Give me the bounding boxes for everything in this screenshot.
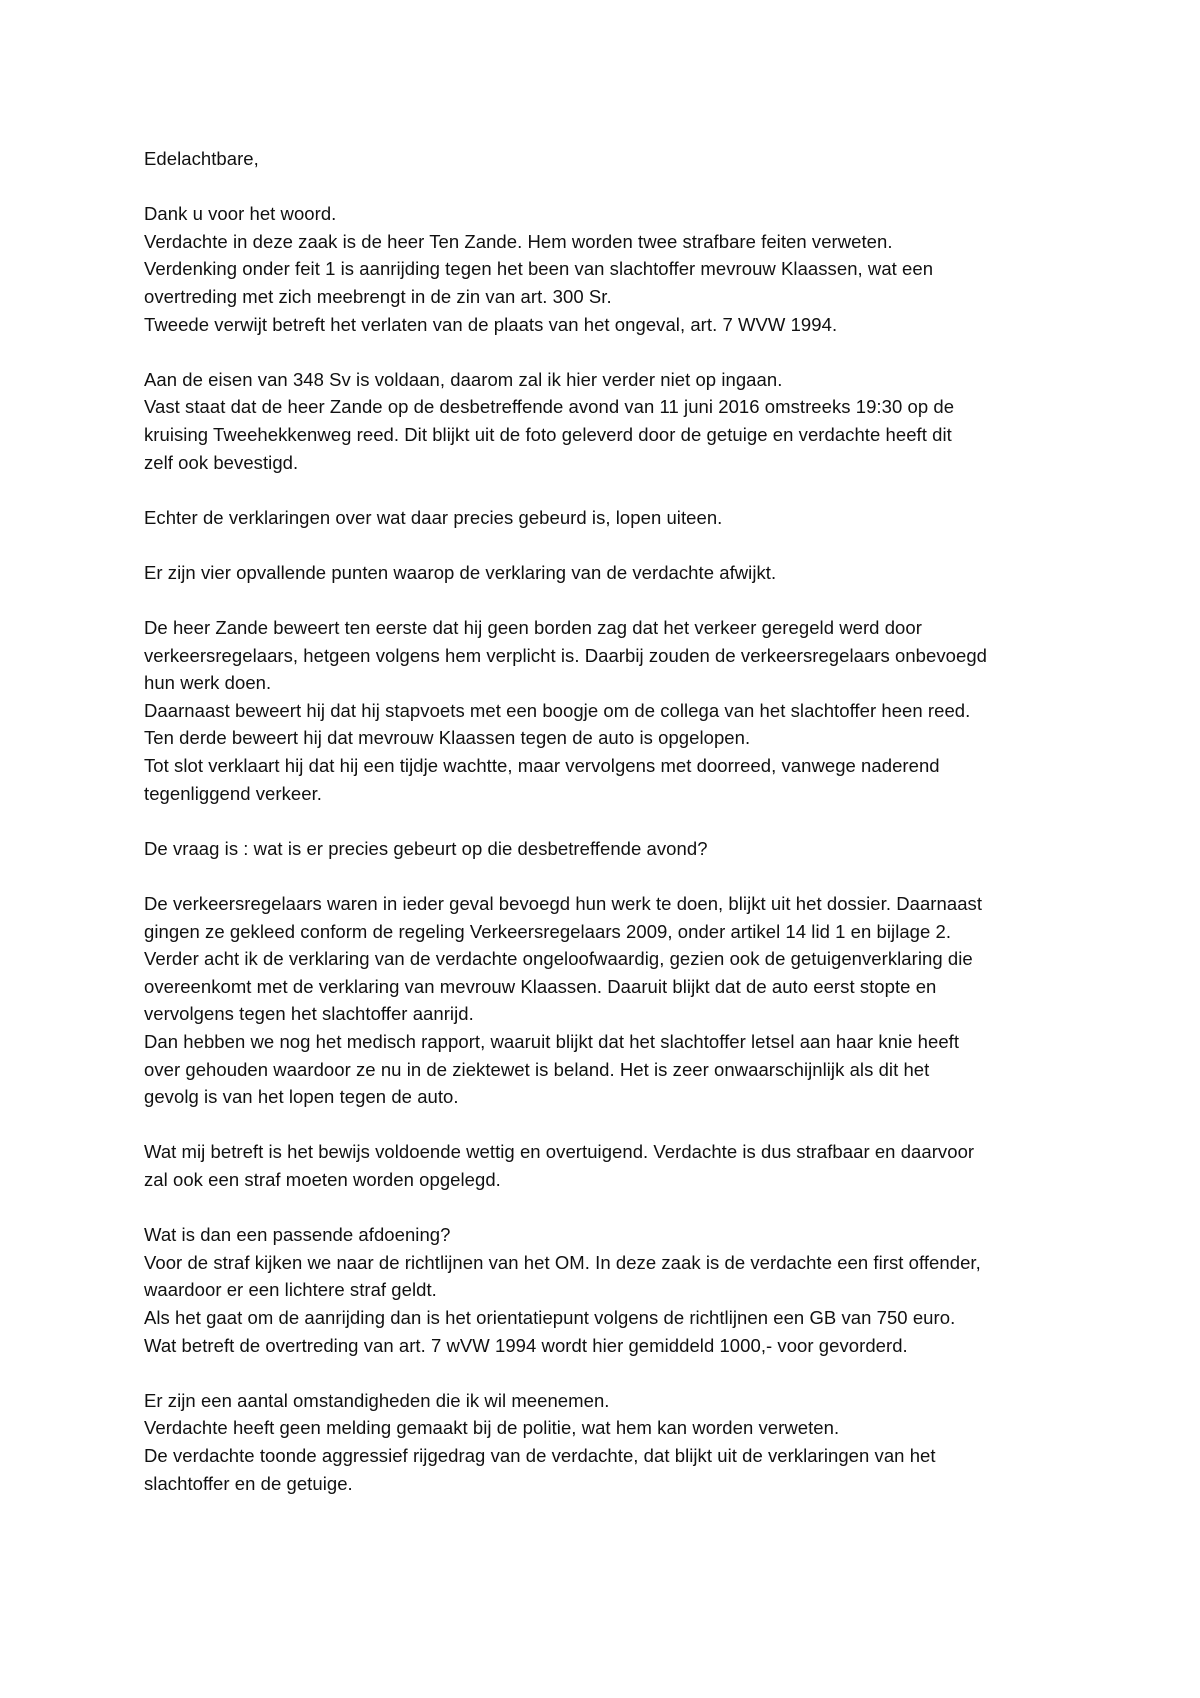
paragraph-1 [144,200,1064,338]
paragraph-5 [144,614,1064,807]
text-line: Ten derde beweert hij dat mevrouw Klaassen tegen de auto is opgelopen. [144,727,751,749]
paragraph-gap [144,338,1064,366]
paragraph-4 [144,559,1064,587]
paragraph-gap [144,1359,1064,1387]
text-line: kruising Tweehekkenweg reed. Dit blijkt uit de foto geleverd door de getuige en verdachte heeft dit [144,423,952,445]
text-line: Verder acht ik de verklaring van de verdachte ongeloofwaardig, gezien ook de getuigenverklaring die [144,948,973,970]
paragraph-gap [144,1194,1064,1222]
paragraph-gap [144,1111,1064,1139]
paragraph-10 [144,1387,1064,1497]
text-line: De verdachte toonde aggressief rijgedrag van de verdachte, dat blijkt uit de verklaringen van het [144,1444,936,1466]
text-line: Wat betreft de overtreding van art. 7 wVW 1994 wordt hier gemiddeld 1000,- voor gevorderd. [144,1334,908,1356]
text-line: Wat is dan een passende afdoening? [144,1224,451,1246]
paragraph-gap [144,807,1064,835]
text-line: Echter de verklaringen over wat daar precies gebeurd is, lopen uiteen. [144,506,723,528]
text-line: Vast staat dat de heer Zande op de desbetreffende avond van 11 juni 2016 omstreeks 19:30 op de [144,396,955,418]
text-line: Daarnaast beweert hij dat hij stapvoets met een boogje om de collega van het slachtoffer heen reed. [144,699,971,721]
text-line: zal ook een straf moeten worden opgelegd. [144,1168,501,1190]
salutation: Edelachtbare, [144,148,259,169]
paragraph-7 [144,890,1064,1111]
text-line: Verdenking onder feit 1 is aanrijding tegen het been van slachtoffer mevrouw Klaassen, wat een [144,258,934,280]
paragraph-gap [144,587,1064,615]
text-line: Tweede verwijt betreft het verlaten van de plaats van het ongeval, art. 7 WVW 1994. [144,313,838,335]
text-line: Voor de straf kijken we naar de richtlijnen van het OM. In deze zaak is de verdachte een first offender, [144,1251,981,1273]
paragraph-2 [144,366,1064,476]
text-line: overtreding met zich meebrengt in de zin van art. 300 Sr. [144,285,612,307]
paragraph-gap [144,862,1064,890]
paragraph-6 [144,835,1064,863]
text-line: gevolg is van het lopen tegen de auto. [144,1086,459,1108]
text-line: verkeersregelaars, hetgeen volgens hem verplicht is. Daarbij zouden de verkeersregelaars onbevoegd [144,644,988,666]
text-line: Aan de eisen van 348 Sv is voldaan, daarom zal ik hier verder niet op ingaan. [144,368,783,390]
document-body [144,145,1064,1497]
text-line: overeenkomt met de verklaring van mevrouw Klaassen. Daaruit blijkt dat de auto eerst stopte en [144,975,937,997]
paragraph-gap [144,173,1064,201]
text-line: Dan hebben we nog het medisch rapport, waaruit blijkt dat het slachtoffer letsel aan haar knie heeft [144,1031,960,1052]
text-line: tegenliggend verkeer. [144,782,322,804]
text-line: Dank u voor het woord. [144,203,337,225]
text-line: Als het gaat om de aanrijding dan is het orientatiepunt volgens de richtlijnen een GB van 750 euro. [144,1306,956,1328]
text-line: De vraag is : wat is er precies gebeurt op die desbetreffende avond? [144,837,708,859]
paragraph-9 [144,1221,1064,1359]
text-line: Er zijn een aantal omstandigheden die ik wil meenemen. [144,1389,610,1411]
text-line: slachtoffer en de getuige. [144,1472,353,1494]
text-line: De verkeersregelaars waren in ieder geval bevoegd hun werk te doen, blijkt uit het dossier. Daarnaast [144,893,983,915]
text-line: Verdachte in deze zaak is de heer Ten Zande. Hem worden twee strafbare feiten verweten. [144,230,893,252]
text-line: gingen ze gekleed conform de regeling Verkeersregelaars 2009, onder artikel 14 lid 1 en bijlage 2. [144,920,952,942]
text-line: waardoor er een lichtere straf geldt. [144,1279,437,1301]
text-line: Wat mij betreft is het bewijs voldoende wettig en overtuigend. Verdachte is dus strafbaar en daarvoor [144,1141,975,1163]
paragraph-3 [144,504,1064,532]
text-line: De heer Zande beweert ten eerste dat hij geen borden zag dat het verkeer geregeld werd door [144,617,922,639]
text-line: Tot slot verklaart hij dat hij een tijdje wachtte, maar vervolgens met doorreed, vanwege naderend [144,755,940,777]
paragraph-8 [144,1138,1064,1193]
text-line: zelf ook bevestigd. [144,451,299,473]
text-line: Er zijn vier opvallende punten waarop de verklaring van de verdachte afwijkt. [144,561,777,583]
paragraph-gap [144,531,1064,559]
text-line: hun werk doen. [144,672,272,694]
text-line: Verdachte heeft geen melding gemaakt bij de politie, wat hem kan worden verweten. [144,1417,840,1439]
paragraph-gap [144,476,1064,504]
text-line: over gehouden waardoor ze nu in de ziektewet is beland. Het is zeer onwaarschijnlijk als dit het [144,1058,930,1080]
text-line: vervolgens tegen het slachtoffer aanrijd. [144,1003,474,1025]
